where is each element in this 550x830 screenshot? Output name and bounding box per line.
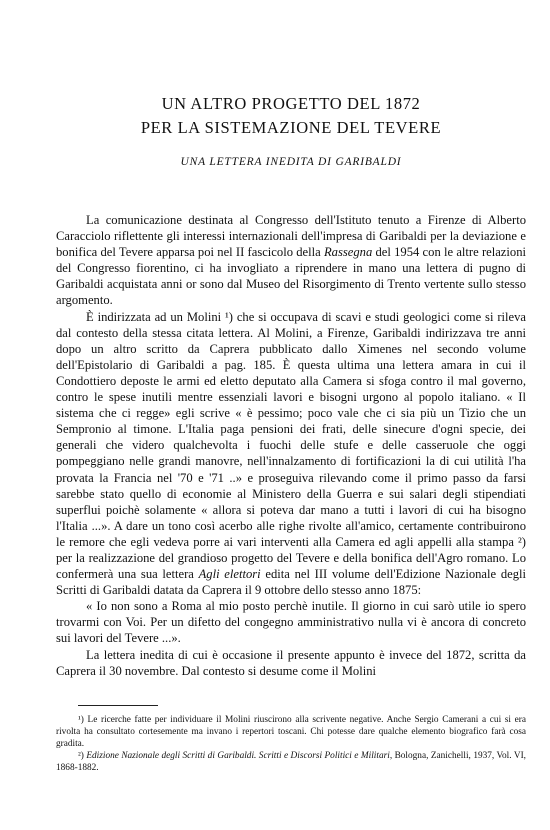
article-title: [56, 92, 526, 140]
footnote-divider: [78, 705, 158, 706]
title-line-2: PER LA SISTEMAZIONE DEL TEVERE: [140, 118, 442, 137]
article-page: [56, 92, 526, 774]
paragraph-1: La comunicazione destinata al Congresso dell'Istituto tenuto a Firenze di Alberto Caracciolo riflettente gli interessi internazionali dell'impresa di Garibaldi per la deviazione e bonifica del Tevere apparsa poi nel II fascicolo della Rassegna del 1954 con le altre relazioni del Congresso fiorentino, ci ha invogliato a riprendere in mano una lettera di pugno di Garibaldi acquistata anni or sono dal Museo del Risorgimento di Trento vertente sullo stesso argomento.: [56, 213, 526, 308]
paragraph-3-quote: « Io non sono a Roma al mio posto perchè inutile. Il giorno in cui sarò utile io spero trovarmi con Voi. Per un difetto del congegno amministrativo nulla vi è ancora di concreto sui lavori del Tevere ...».: [56, 599, 526, 646]
article-subtitle: UNA LETTERA INEDITA DI GARIBALDI: [180, 156, 402, 168]
footnotes: [56, 714, 526, 774]
paragraph-4: La lettera inedita di cui è occasione il presente appunto è invece del 1872, scritta da Caprera il 30 novembre. Dal contesto si desume come il Molini: [56, 647, 526, 678]
footnote-2: ²) Edizione Nazionale degli Scritti di Garibaldi. Scritti e Discorsi Politici e Militari, Bologna, Zanichelli, 1937, Vol. VI, 1868-1882.: [56, 750, 526, 773]
title-line-1: UN ALTRO PROGETTO DEL 1872: [161, 94, 421, 113]
footnote-1: ¹) Le ricerche fatte per individuare il Molini riuscirono alla scrivente negative. Anche Sergio Camerani a cui si era rivolta ha consultato cortesemente ma invano i repertori toscani. Chi potesse dare qualche elemento biografico farà cosa gradita.: [56, 714, 526, 749]
paragraph-2: È indirizzata ad un Molini ¹) che si occupava di scavi e studi geologici come si rileva dal contesto della stessa citata lettera. Al Molini, a Firenze, Garibaldi indirizzava tre anni dopo un altro scritto da Caprera pubblicato dallo Ximenes nel secondo volume dell'Epistolario di Garibaldi a pag. 185. È questa ultima una lettera amara in cui il Condottiero deposte le armi ed eletto deputato alla Camera si sfoga contro il mal governo, contro le spese inutili mentre essenziali lavori e bisogni urgono al popolo italiano. « Il sistema che ci regge» egli scrive « è pessimo; poco vale che ci sia più un Tizio che un Sempronio al timone. L'Italia paga pensioni dei frati, delle sinecure d'ogni specie, dei generali che videro qualchevolta i fuochi delle stufe e delle casseruole che oggi pompeggiano nelle grandi manovre, nell'innalzamento di fortificazioni la di cui utilità l'ha provata la Francia nel '70 e '71 ..» e proseguiva rilevando come il primo passo da farsi sarebbe stato quello di economie al Ministero della Guerra e sui salari degli stipendiati superflui poichè solamente « allora si poteva dar mano a tutti i lavori di cui ha bisogno l'Italia ...». A dare un tono così acerbo alle righe rivolte all'amico, certamente contribuirono le remore che egli vedeva porre ai vari interventi alla Camera ed agli appelli alla stampa ²) per la realizzazione del grandioso progetto del Tevere e della bonifica dell'Agro romano. Lo confermerà una sua lettera Agli elettori edita nel III volume dell'Edizione Nazionale degli Scritti di Garibaldi datata da Caprera il 9 ottobre dello stesso anno 1875:: [56, 309, 527, 598]
article-body: [56, 212, 526, 679]
